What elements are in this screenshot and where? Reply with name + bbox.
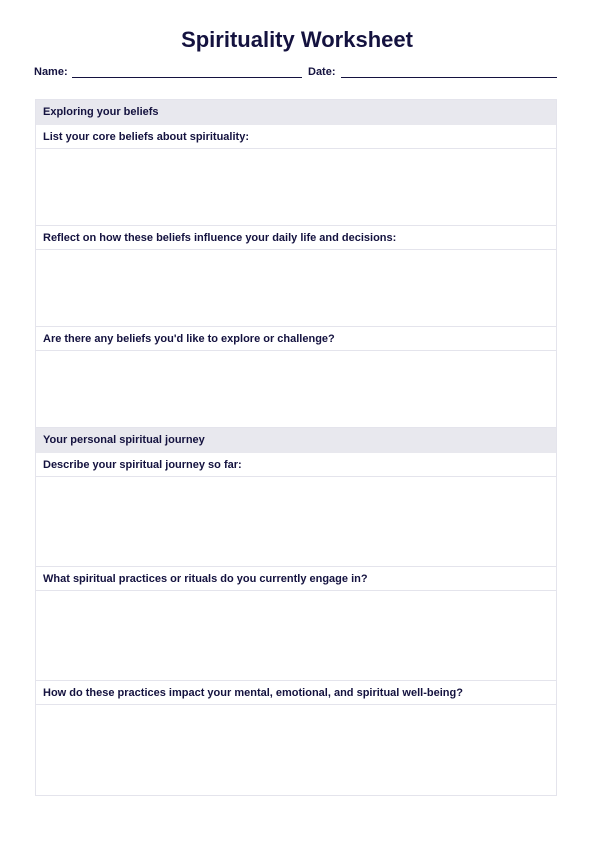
answer-area-beliefs-influence[interactable] <box>36 250 556 327</box>
answer-area-beliefs-explore[interactable] <box>36 351 556 428</box>
question-practices: What spiritual practices or rituals do you currently engage in? <box>36 567 556 591</box>
question-practices-impact: How do these practices impact your mental, emotional, and spiritual well-being? <box>36 681 556 705</box>
answer-area-practices[interactable] <box>36 591 556 681</box>
date-field[interactable] <box>308 65 558 81</box>
name-field[interactable] <box>34 65 304 81</box>
date-label: Date: <box>308 66 336 78</box>
name-label: Name: <box>34 66 68 78</box>
question-journey-so-far: Describe your spiritual journey so far: <box>36 453 556 477</box>
answer-area-core-beliefs[interactable] <box>36 149 556 226</box>
name-line[interactable] <box>72 77 302 78</box>
answer-area-practices-impact[interactable] <box>36 705 556 795</box>
page-title: Spirituality Worksheet <box>181 27 413 52</box>
section-heading-journey: Your personal spiritual journey <box>36 428 556 453</box>
header-fields <box>34 65 558 81</box>
question-beliefs-explore: Are there any beliefs you'd like to explore or challenge? <box>36 327 556 351</box>
question-beliefs-influence: Reflect on how these beliefs influence your daily life and decisions: <box>36 226 556 250</box>
section-heading-beliefs: Exploring your beliefs <box>36 100 556 125</box>
date-line[interactable] <box>341 77 557 78</box>
question-core-beliefs: List your core beliefs about spirituality: <box>36 125 556 149</box>
answer-area-journey-so-far[interactable] <box>36 477 556 567</box>
worksheet-table <box>35 99 557 796</box>
